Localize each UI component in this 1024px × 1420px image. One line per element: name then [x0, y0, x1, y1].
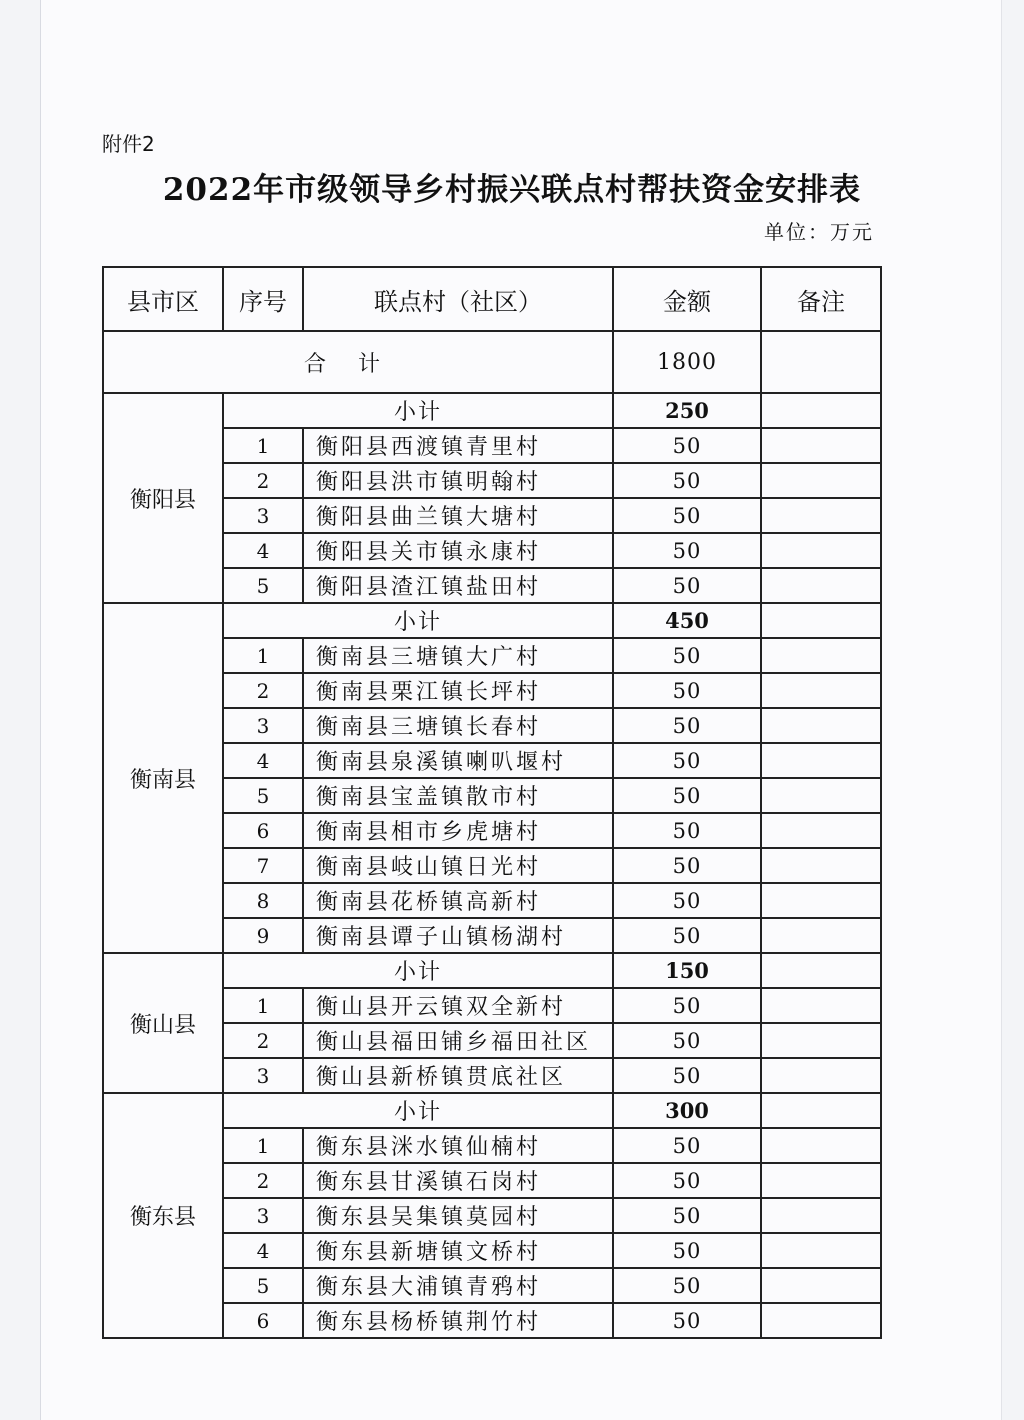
seq-cell: 1 [223, 1128, 303, 1163]
remark-cell [761, 848, 881, 883]
subtotal-row [103, 393, 881, 428]
subtotal-amount: 250 [613, 393, 761, 428]
seq-cell: 5 [223, 1268, 303, 1303]
seq-cell: 5 [223, 568, 303, 603]
remark-cell [761, 428, 881, 463]
village-cell: 衡南县泉溪镇喇叭堰村 [303, 743, 613, 778]
amount-cell: 50 [613, 673, 761, 708]
remark-cell [761, 708, 881, 743]
county-cell: 衡南县 [103, 603, 223, 953]
subtotal-row [103, 953, 881, 988]
total-label: 合计 [103, 331, 613, 393]
village-cell: 衡东县甘溪镇石岗村 [303, 1163, 613, 1198]
seq-cell: 4 [223, 1233, 303, 1268]
amount-cell: 50 [613, 848, 761, 883]
subtotal-amount: 300 [613, 1093, 761, 1128]
amount-cell: 50 [613, 428, 761, 463]
amount-cell: 50 [613, 498, 761, 533]
seq-cell: 6 [223, 1303, 303, 1338]
amount-cell: 50 [613, 1198, 761, 1233]
amount-cell: 50 [613, 568, 761, 603]
village-cell: 衡东县吴集镇莫园村 [303, 1198, 613, 1233]
village-cell: 衡东县新塘镇文桥村 [303, 1233, 613, 1268]
village-cell: 衡山县福田铺乡福田社区 [303, 1023, 613, 1058]
subtotal-label: 小计 [223, 393, 613, 428]
seq-cell: 3 [223, 498, 303, 533]
remark-cell [761, 1023, 881, 1058]
remark-cell [761, 603, 881, 638]
village-cell: 衡南县相市乡虎塘村 [303, 813, 613, 848]
remark-cell [761, 813, 881, 848]
remark-cell [761, 953, 881, 988]
remark-cell [761, 1093, 881, 1128]
remark-cell [761, 463, 881, 498]
seq-cell: 3 [223, 1198, 303, 1233]
village-cell: 衡阳县曲兰镇大塘村 [303, 498, 613, 533]
amount-cell: 50 [613, 778, 761, 813]
remark-cell [761, 673, 881, 708]
attachment-label: 附件2 [102, 132, 155, 156]
seq-cell: 9 [223, 918, 303, 953]
village-cell: 衡南县栗江镇长坪村 [303, 673, 613, 708]
remark-cell [761, 1303, 881, 1338]
seq-cell: 8 [223, 883, 303, 918]
county-cell: 衡东县 [103, 1093, 223, 1338]
amount-cell: 50 [613, 1128, 761, 1163]
village-cell: 衡南县宝盖镇散市村 [303, 778, 613, 813]
header-remark: 备注 [761, 267, 881, 331]
amount-cell: 50 [613, 1163, 761, 1198]
amount-cell: 50 [613, 1303, 761, 1338]
remark-cell [761, 883, 881, 918]
county-cell: 衡阳县 [103, 393, 223, 603]
subtotal-row [103, 1093, 881, 1128]
village-cell: 衡东县杨桥镇荆竹村 [303, 1303, 613, 1338]
remark-cell [761, 1128, 881, 1163]
village-cell: 衡东县大浦镇青鸦村 [303, 1268, 613, 1303]
village-cell: 衡南县谭子山镇杨湖村 [303, 918, 613, 953]
subtotal-amount: 450 [613, 603, 761, 638]
seq-cell: 6 [223, 813, 303, 848]
village-cell: 衡南县岐山镇日光村 [303, 848, 613, 883]
village-cell: 衡阳县渣江镇盐田村 [303, 568, 613, 603]
remark-cell [761, 743, 881, 778]
seq-cell: 2 [223, 463, 303, 498]
amount-cell: 50 [613, 743, 761, 778]
remark-cell [761, 918, 881, 953]
seq-cell: 4 [223, 743, 303, 778]
village-cell: 衡阳县西渡镇青里村 [303, 428, 613, 463]
remark-cell [761, 498, 881, 533]
village-cell: 衡南县花桥镇高新村 [303, 883, 613, 918]
village-cell: 衡山县新桥镇贯底社区 [303, 1058, 613, 1093]
header-seq: 序号 [223, 267, 303, 331]
seq-cell: 2 [223, 673, 303, 708]
total-remark [761, 331, 881, 393]
amount-cell: 50 [613, 1233, 761, 1268]
remark-cell [761, 1198, 881, 1233]
county-cell: 衡山县 [103, 953, 223, 1093]
remark-cell [761, 638, 881, 673]
seq-cell: 3 [223, 708, 303, 743]
village-cell: 衡东县洣水镇仙楠村 [303, 1128, 613, 1163]
unit-label: 单位：万元 [764, 220, 874, 244]
amount-cell: 50 [613, 638, 761, 673]
header-village: 联点村（社区） [303, 267, 613, 331]
seq-cell: 2 [223, 1023, 303, 1058]
amount-cell: 50 [613, 1058, 761, 1093]
remark-cell [761, 533, 881, 568]
village-cell: 衡南县三塘镇长春村 [303, 708, 613, 743]
subtotal-label: 小计 [223, 953, 613, 988]
seq-cell: 7 [223, 848, 303, 883]
amount-cell: 50 [613, 463, 761, 498]
seq-cell: 1 [223, 988, 303, 1023]
amount-cell: 50 [613, 533, 761, 568]
amount-cell: 50 [613, 1023, 761, 1058]
seq-cell: 5 [223, 778, 303, 813]
amount-cell: 50 [613, 813, 761, 848]
amount-cell: 50 [613, 708, 761, 743]
amount-cell: 50 [613, 883, 761, 918]
subtotal-amount: 150 [613, 953, 761, 988]
seq-cell: 4 [223, 533, 303, 568]
remark-cell [761, 1268, 881, 1303]
remark-cell [761, 1058, 881, 1093]
village-cell: 衡南县三塘镇大广村 [303, 638, 613, 673]
village-cell: 衡阳县洪市镇明翰村 [303, 463, 613, 498]
subtotal-label: 小计 [223, 1093, 613, 1128]
seq-cell: 1 [223, 428, 303, 463]
funding-table [102, 266, 882, 1339]
document-title: 2022年市级领导乡村振兴联点村帮扶资金安排表 [162, 172, 862, 208]
subtotal-row [103, 603, 881, 638]
total-amount: 1800 [613, 331, 761, 393]
seq-cell: 3 [223, 1058, 303, 1093]
amount-cell: 50 [613, 988, 761, 1023]
village-cell: 衡阳县关市镇永康村 [303, 533, 613, 568]
header-county: 县市区 [103, 267, 223, 331]
table-header-row [103, 267, 881, 331]
subtotal-label: 小计 [223, 603, 613, 638]
seq-cell: 1 [223, 638, 303, 673]
amount-cell: 50 [613, 1268, 761, 1303]
remark-cell [761, 1163, 881, 1198]
remark-cell [761, 568, 881, 603]
remark-cell [761, 393, 881, 428]
header-amount: 金额 [613, 267, 761, 331]
remark-cell [761, 1233, 881, 1268]
total-row [103, 331, 881, 393]
remark-cell [761, 778, 881, 813]
remark-cell [761, 988, 881, 1023]
village-cell: 衡山县开云镇双全新村 [303, 988, 613, 1023]
seq-cell: 2 [223, 1163, 303, 1198]
amount-cell: 50 [613, 918, 761, 953]
